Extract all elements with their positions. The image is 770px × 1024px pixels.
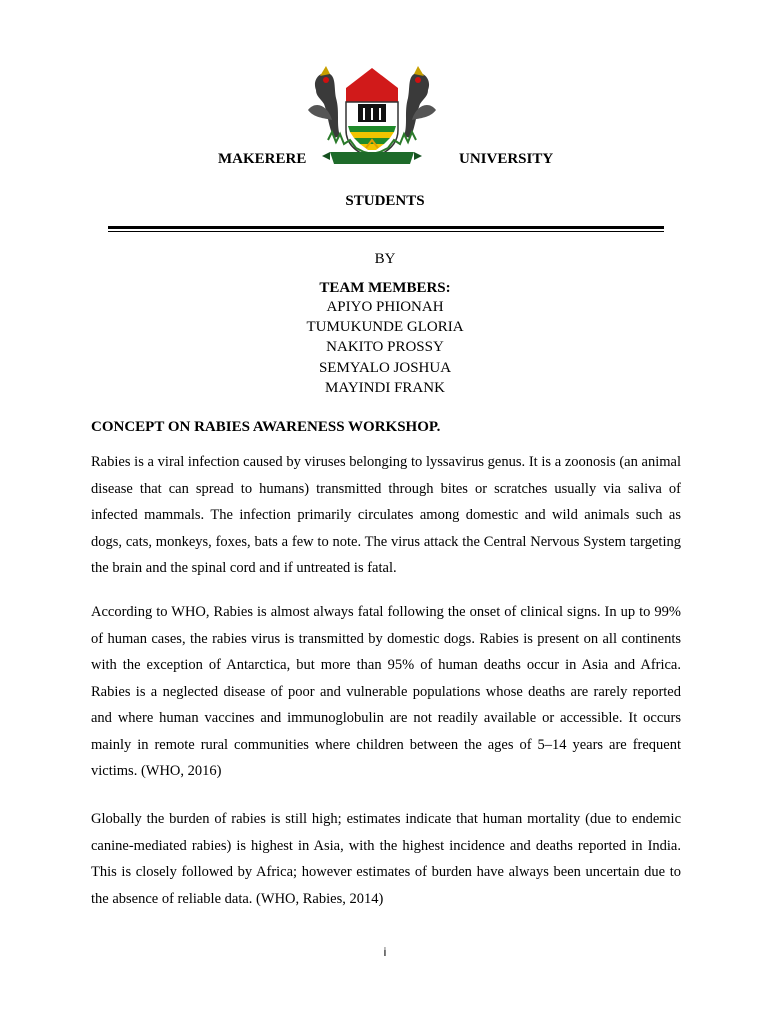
- body-paragraph: [91, 599, 681, 785]
- header-left-word: MAKERERE: [218, 151, 307, 167]
- paragraph-text: According to WHO, Rabies is almost always fatal following the onset of clinical signs. In up to 99% of human cases, the rabies virus is transmitted by domestic dogs. Rabies is present on all continents with the exception of Antarctica, but more than 95% of human deaths occur in Asia and Africa. Rabies is a neglected disease of poor and vulnerable populations whose deaths are rarely reported and where human vaccines and immunoglobulin are not readily available or accessible. It occurs mainly in remote rural communities where children between the ages of 5–14 years are frequent victims. (WHO, 2016): [91, 604, 681, 779]
- by-label: BY: [374, 251, 396, 267]
- team-member: SEMYALO JOSHUA: [318, 360, 452, 376]
- body-paragraph: [91, 806, 681, 912]
- team-heading: TEAM MEMBERS:: [319, 280, 451, 296]
- header-right-word: UNIVERSITY: [459, 151, 554, 167]
- team-member: TUMUKUNDE GLORIA: [306, 319, 464, 335]
- title-divider-thin: [108, 231, 664, 232]
- document-subtitle: STUDENTS: [345, 193, 425, 209]
- paragraph-text: Globally the burden of rabies is still high; estimates indicate that human mortality (due to endemic canine-mediated rabies) is highest in Asia, with the highest incidence and deaths reported in India. This is closely followed by Africa; however estimates of burden have always been uncertain due to the absence of reliable data. (WHO, Rabies, 2014): [91, 811, 681, 907]
- team-member: MAYINDI FRANK: [325, 380, 445, 396]
- team-member: APIYO PHIONAH: [326, 299, 444, 315]
- team-member: NAKITO PROSSY: [326, 339, 444, 355]
- paragraph-text: Rabies is a viral infection caused by viruses belonging to lyssavirus genus. It is a zoonosis (an animal disease that can spread to humans) transmitted through bites or scratches usually via saliva of infected mammals. The infection primarily circulates among domestic and wild animals such as dogs, cats, monkeys, foxes, bats a few to note. The virus attack the Central Nervous System targeting the brain and the spinal cord and if untreated is fatal.: [91, 454, 681, 576]
- concept-title: CONCEPT ON RABIES AWARENESS WORKSHOP.: [91, 419, 441, 435]
- body-paragraph: [91, 449, 681, 582]
- page-number: i: [383, 945, 387, 959]
- title-divider-thick: [108, 226, 664, 229]
- university-crest-icon: [306, 60, 438, 172]
